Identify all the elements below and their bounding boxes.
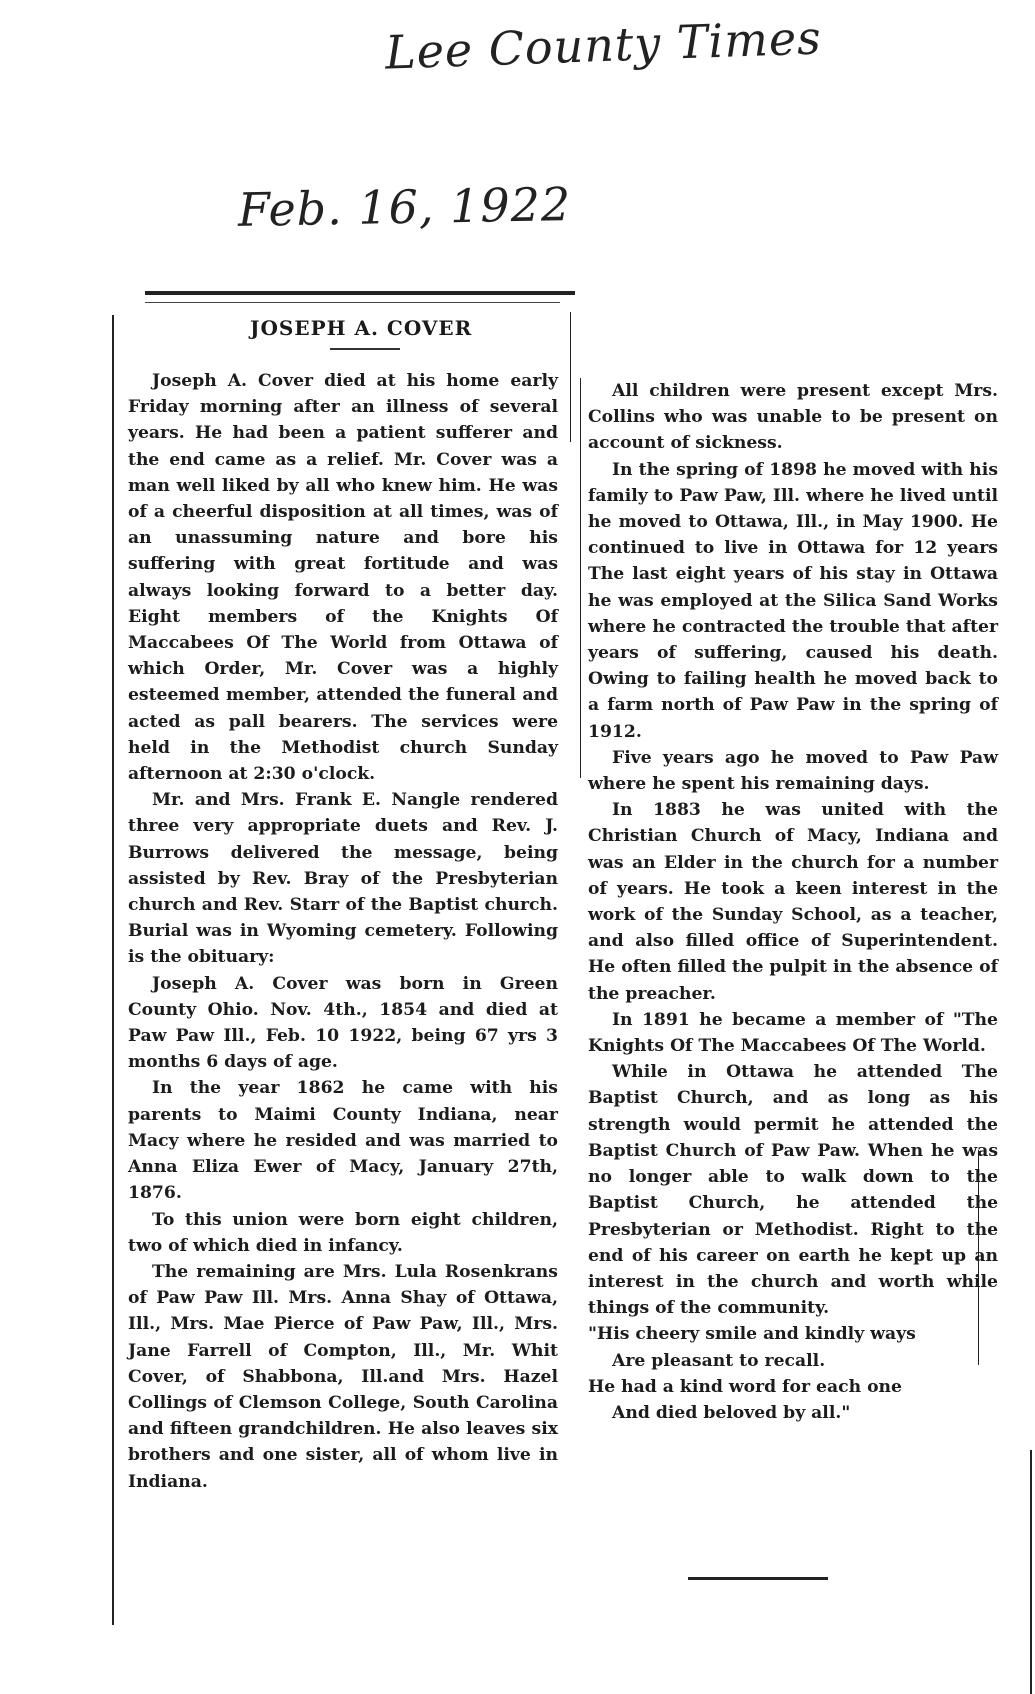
end-rule — [688, 1577, 828, 1580]
article-headline: JOSEPH A. COVER — [250, 316, 473, 340]
paragraph: The remaining are Mrs. Lula Rosenkrans of Paw Paw Ill. Mrs. Anna Shay of Ottawa, Ill., Mrs. Mae Pierce of Paw Paw, Ill., Mrs. Jane Farrell of Compton, Ill., Mr. Whit Cover, of Shabbona, Ill.and Mrs. Hazel Collings of Clemson College, South Carolina and fifteen grandchildren. He also leaves six brothers and one sister, all of whom live in Indiana. — [128, 1261, 558, 1492]
left-column-border — [112, 315, 114, 1625]
paragraph: In 1891 he became a member of "The Knights Of The Maccabees Of The World. — [588, 1009, 998, 1057]
right-column — [588, 378, 998, 1426]
poem-line: Are pleasant to recall. — [612, 1350, 826, 1371]
poem-line: And died beloved by all." — [612, 1402, 851, 1423]
handwritten-date: Feb. 16, 1922 — [237, 177, 572, 237]
paragraph: Joseph A. Cover died at his home early Friday morning after an illness of several years. He had been a patient sufferer and the end came as a relief. Mr. Cover was a man well liked by all who knew him. He was of a cheerful disposition at all times, was of an unassuming nature and bore his suffering with great fortitude and was always looking forward to a better day. Eight members of the Knights Of Maccabees Of The World from Ottawa of which Order, Mr. Cover was a highly esteemed member, attended the funeral and acted as pall bearers. The services were held in the Methodist church Sunday afternoon at 2:30 o'clock. — [128, 371, 558, 785]
column-divider-upper — [570, 312, 571, 442]
column-divider — [580, 378, 581, 778]
paragraph: While in Ottawa he attended The Baptist Church, and as long as his strength would permit he attended the Baptist Church of Paw Paw. When he was no longer able to walk down to the Baptist Church, he attended the Presbyterian or Methodist. Right to the end of his career on earth he kept up an interest in the church and worth while things of the community. — [588, 1062, 998, 1319]
paragraph: All children were present except Mrs. Collins who was unable to be present on account of sickness. — [588, 381, 998, 454]
left-column — [128, 368, 558, 1495]
headline-rule — [330, 348, 400, 350]
paragraph: In the year 1862 he came with his parents to Maimi County Indiana, near Macy where he resided and was married to Anna Eliza Ewer of Macy, January 27th, 1876. — [128, 1078, 558, 1204]
poem-line: He had a kind word for each one — [588, 1376, 902, 1397]
top-rule-thin — [145, 302, 560, 303]
handwritten-newspaper-name: Lee County Times — [384, 10, 823, 80]
closing-poem — [588, 1321, 998, 1426]
top-rule — [145, 291, 575, 295]
paragraph: To this union were born eight children, two of which died in infancy. — [128, 1209, 558, 1256]
paragraph: In the spring of 1898 he moved with his family to Paw Paw, Ill. where he lived until he moved to Ottawa, Ill., in May 1900. He continued to live in Ottawa for 12 years The last eight years of his stay in Ottawa he was employed at the Silica Sand Works where he contracted the trouble that after years of suffering, caused his death. Owing to failing health he moved back to a farm north of Paw Paw in the spring of 1912. — [588, 459, 998, 742]
paragraph: Five years ago he moved to Paw Paw where he spent his remaining days. — [588, 747, 998, 795]
page-edge-line — [1030, 1450, 1032, 1694]
paragraph: Mr. and Mrs. Frank E. Nangle rendered three very appropriate duets and Rev. J. Burrows delivered the message, being assisted by Rev. Bray of the Presbyterian church and Rev. Starr of the Baptist church. Burial was in Wyoming cemetery. Following is the obituary: — [128, 790, 558, 968]
paragraph: Joseph A. Cover was born in Green County Ohio. Nov. 4th., 1854 and died at Paw Paw Ill., Feb. 10 1922, being 67 yrs 3 months 6 days of age. — [128, 973, 558, 1073]
paragraph: In 1883 he was united with the Christian Church of Macy, Indiana and was an Elder in the church for a number of years. He took a keen interest in the work of the Sunday School, as a teacher, and also filled office of Superintendent. He often filled the pulpit in the absence of the preacher. — [588, 800, 998, 1004]
poem-line: "His cheery smile and kindly ways — [588, 1324, 916, 1345]
